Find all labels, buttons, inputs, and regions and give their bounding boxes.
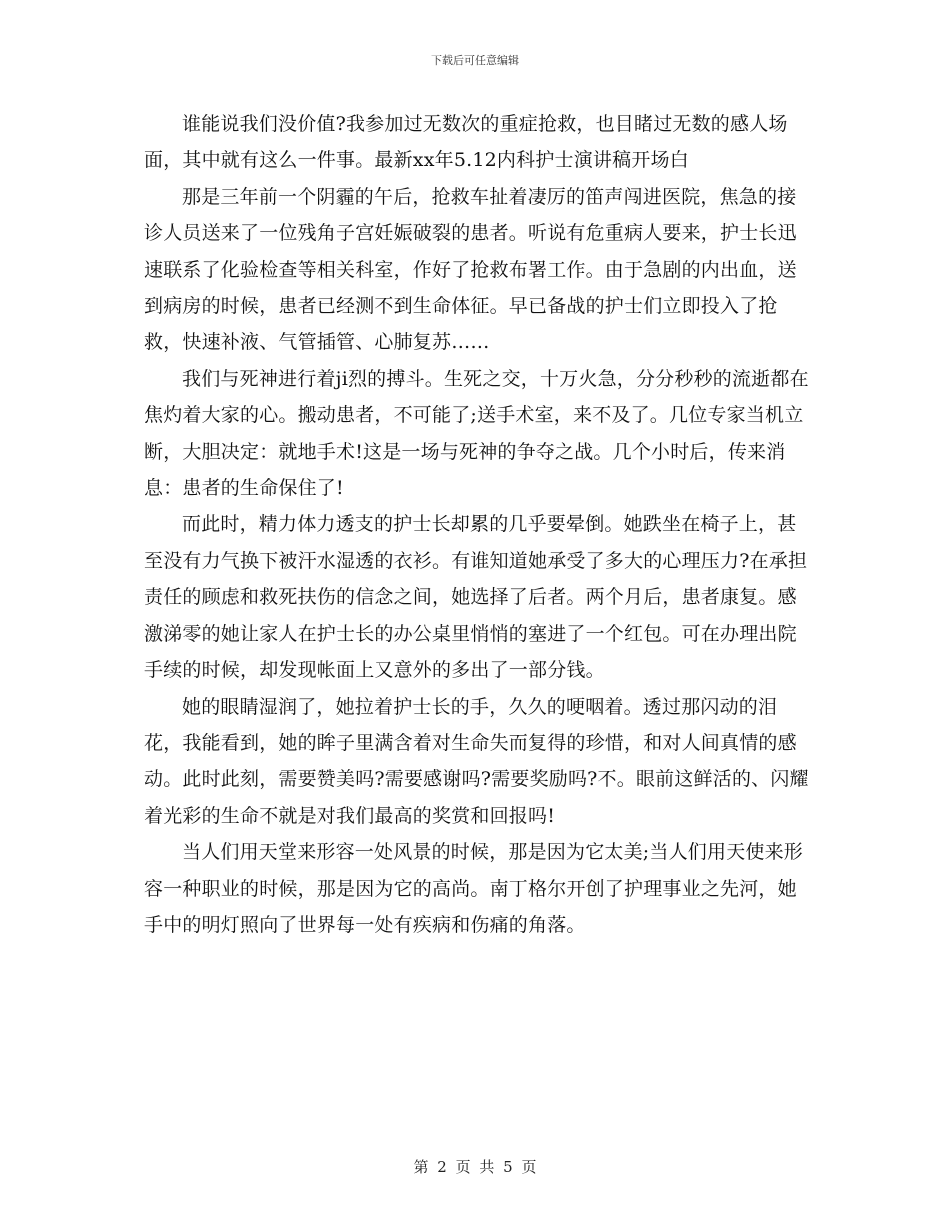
paragraph-3: 我们与死神进行着ji烈的搏斗。生死之交，十万火急，分分秒秒的流逝都在焦灼着大家的心。搬动患者，不可能了;送手术室，来不及了。几位专家当机立断，大胆决定：就地手术!这是一场与死神的争夺之战。几个小时后，传来消息：患者的生命保住了! [144, 367, 809, 500]
paragraph-5: 她的眼睛湿润了，她拉着护士长的手，久久的哽咽着。透过那闪动的泪花，我能看到，她的眸子里满含着对生命失而复得的珍惜，和对人间真情的感动。此时此刻，需要赞美吗?需要感谢吗?需要奖励吗?不。眼前这鲜活的、闪耀着光彩的生命不就是对我们最高的奖赏和回报吗! [144, 695, 809, 827]
paragraph-2: 那是三年前一个阴霾的午后，抢救车扯着凄厉的笛声闯进医院，焦急的接诊人员送来了一位残角子宫妊娠破裂的患者。听说有危重病人要来，护士长迅速联系了化验检查等相关科室，作好了抢救布署工作。由于急剧的内出血，送到病房的时候，患者已经测不到生命体征。早已备战的护士们立即投入了抢救，快速补液、气管插管、心肺复苏…… [144, 185, 797, 354]
document-body [144, 106, 814, 943]
page-footer: 第 2 页 共 5 页 [413, 1158, 537, 1176]
paragraph-1: 谁能说我们没价值?我参加过无数次的重症抢救，也目睹过无数的感人场面，其中就有这么一件事。最新xx年5.12内科护士演讲稿开场白 [144, 113, 788, 172]
paragraph-6: 当人们用天堂来形容一处风景的时候，那是因为它太美;当人们用天使来形容一种职业的时候，那是因为它的高尚。南丁格尔开创了护理事业之先河，她手中的明灯照向了世界每一处有疾病和伤痛的角落。 [144, 841, 804, 936]
paragraph-4: 而此时，精力体力透支的护士长却累的几乎要晕倒。她跌坐在椅子上，甚至没有力气换下被汗水湿透的衣衫。有谁知道她承受了多大的心理压力?在承担责任的顾虑和救死扶伤的信念之间，她选择了后者。两个月后，患者康复。感激涕零的她让家人在护士长的办公桌里悄悄的塞进了一个红包。可在办理出院手续的时候，却发现帐面上又意外的多出了一部分钱。 [144, 513, 808, 682]
page-header: 下载后可任意编辑 [431, 54, 519, 67]
